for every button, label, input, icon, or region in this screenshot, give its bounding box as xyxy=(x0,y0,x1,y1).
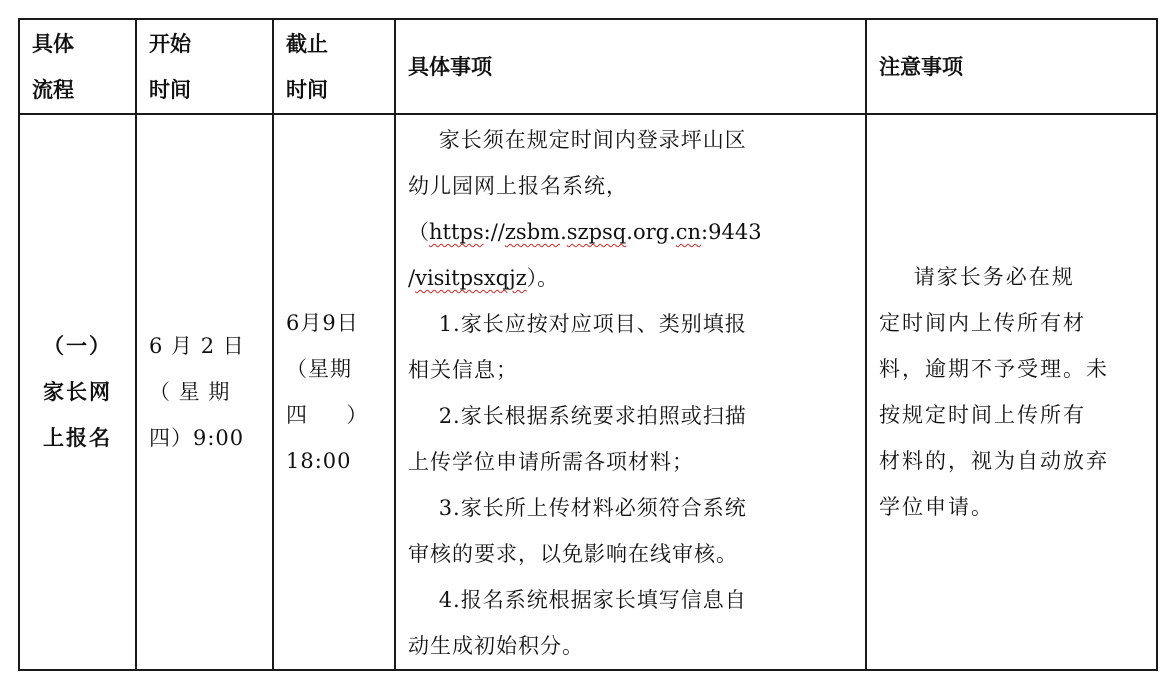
header-end-time: 截止 时间 xyxy=(273,19,395,114)
detail-item-1: 1.家长应按对应项目、类别填报 xyxy=(408,312,747,336)
details-cell: 家长须在规定时间内登录坪山区 幼儿园网上报名系统， （https://zsbm.szpsq.org.cn:9443 /visitpsxqjz）。 1.家长应按对应项目、类别填报 相关信息； 2.家长根据系统要求拍照或扫描 上传学位申请所需各项材料； 3.家长所上传材料必须符合系统 审核的要求，以免影响在线审核。 4.报名系统根据家长填写信息自 动生成初始积分。 xyxy=(395,114,866,670)
registration-url-line2: /visitpsxqjz）。 xyxy=(408,266,559,290)
start-time-cell: 6 月 2 日 （ 星 期 四）9:00 xyxy=(136,114,273,670)
header-stage: 具体 流程 xyxy=(19,19,136,114)
end-time-cell: 6月9日 （星期 四 ） 18:00 xyxy=(273,114,395,670)
header-notes: 注意事项 xyxy=(866,19,1157,114)
notes-cell: 请家长务必在规 定时间内上传所有材 料，逾期不予受理。未 按规定时间上传所有 材料的，视为自动放弃 学位申请。 xyxy=(866,114,1157,670)
intro-text: 家长须在规定时间内登录坪山区 xyxy=(408,128,747,152)
detail-item-3: 3.家长所上传材料必须符合系统 xyxy=(408,496,747,520)
table-header-row xyxy=(19,19,1157,114)
registration-url-line1: （https://zsbm.szpsq.org.cn:9443 xyxy=(408,220,762,244)
header-details: 具体事项 xyxy=(395,19,866,114)
table-row xyxy=(19,114,1157,670)
detail-item-2: 2.家长根据系统要求拍照或扫描 xyxy=(408,404,747,428)
stage-cell: （一） 家长网 上报名 xyxy=(19,114,136,670)
detail-item-4: 4.报名系统根据家长填写信息自 xyxy=(408,588,747,612)
enrollment-schedule-table xyxy=(18,18,1158,671)
header-start-time: 开始 时间 xyxy=(136,19,273,114)
